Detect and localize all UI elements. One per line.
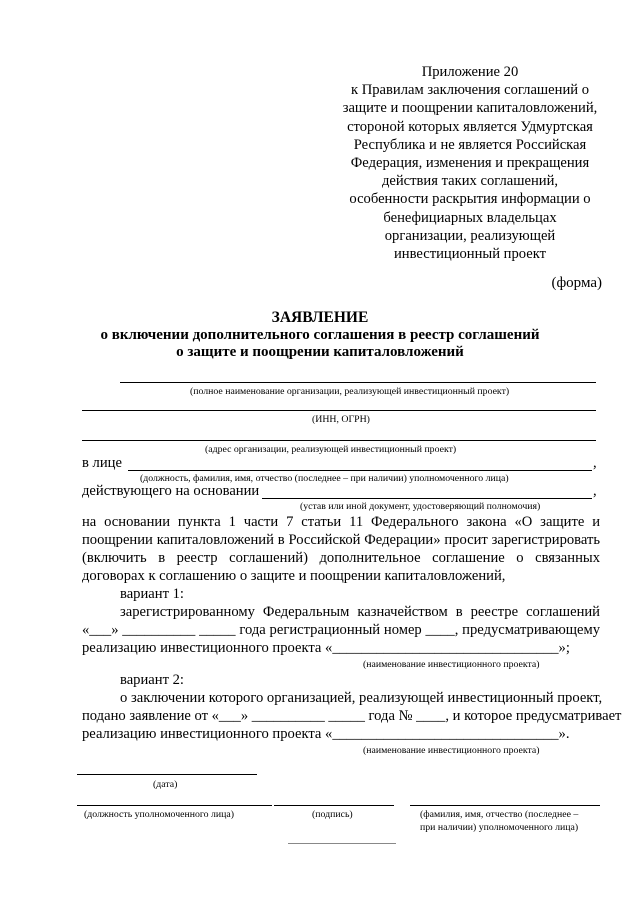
annex-line: стороной которых является Удмуртская	[347, 118, 593, 135]
annex-line: Федерация, изменения и прекращения	[350, 155, 590, 172]
body-line: (включить в реестр соглашений) дополнительное соглашение о связанных	[82, 550, 600, 566]
annex-line: к Правилам заключения соглашений о	[350, 82, 590, 99]
date-caption: (дата)	[153, 779, 178, 790]
annex-line: защите и поощрении капиталовложений,	[342, 100, 598, 117]
variant-2-caption: (наименование инвестиционного проекта)	[363, 745, 540, 756]
variant-1-line: реализацию инвестиционного проекта «_______________________________»;	[82, 640, 570, 656]
acting-label: действующего на основании	[82, 483, 260, 499]
sign-caption: (подпись)	[312, 809, 353, 820]
annex-line: особенности раскрытия информации о	[349, 191, 591, 208]
annex-header	[320, 63, 620, 263]
org-name-caption: (полное наименование организации, реализующей инвестиционный проект)	[190, 386, 510, 397]
title-heading: ЗАЯВЛЕНИЕ	[271, 309, 369, 326]
in-person-label: в лице	[82, 455, 122, 471]
variant-1-caption: (наименование инвестиционного проекта)	[363, 659, 540, 670]
variant-2-line: о заключении которого организацией, реализующей инвестиционный проект,	[120, 690, 603, 706]
body-line: на основании пункта 1 части 7 статьи 11 Федерального закона «О защите и	[82, 514, 600, 530]
signature-field[interactable]	[274, 805, 394, 806]
annex-line: организации, реализующей	[384, 227, 556, 244]
title-line: о включении дополнительного соглашения в реестр соглашений	[100, 326, 540, 343]
form-label: (форма)	[551, 275, 602, 291]
variant-2-label: вариант 2:	[120, 672, 184, 688]
org-name-field[interactable]	[120, 382, 596, 383]
acting-basis-field[interactable]	[262, 498, 592, 499]
variant-1-line: зарегистрированному Федеральным казначейством в реестре соглашений	[120, 604, 600, 620]
acting-caption: (устав или иной документ, удостоверяющий полномочия)	[300, 501, 541, 512]
full-name-caption: при наличии) уполномоченного лица)	[420, 822, 579, 833]
variant-2-line: реализацию инвестиционного проекта «_______________________________».	[82, 726, 570, 742]
annex-line: Республика и не является Российская	[353, 136, 587, 153]
document-title	[0, 309, 640, 362]
body-line: поощрении капиталовложений в Российской Федерации» просит зарегистрировать	[82, 532, 600, 548]
in-person-caption: (должность, фамилия, имя, отчество (последнее – при наличии) уполномоченного лица)	[140, 473, 509, 484]
address-caption: (адрес организации, реализующей инвестиционный проект)	[205, 444, 457, 455]
end-divider	[288, 843, 396, 844]
body-line: договорах к соглашению о защите и поощрении капиталовложений,	[82, 568, 506, 584]
position-caption: (должность уполномоченного лица)	[84, 809, 234, 820]
date-field[interactable]	[77, 774, 257, 775]
inn-caption: (ИНН, ОГРН)	[312, 414, 370, 425]
position-field[interactable]	[77, 805, 272, 806]
variant-1-line: «___» __________ _____ года регистрационный номер ____, предусматривающему	[82, 622, 600, 638]
full-name-caption: (фамилия, имя, отчество (последнее –	[420, 809, 579, 820]
inn-field[interactable]	[82, 410, 596, 411]
address-field[interactable]	[82, 440, 596, 441]
in-person-field[interactable]	[128, 470, 592, 471]
title-line: о защите и поощрении капиталовложений	[176, 344, 464, 360]
annex-line: инвестиционный проект	[393, 246, 547, 263]
annex-line: действия таких соглашений,	[381, 173, 559, 190]
variant-1-label: вариант 1:	[120, 586, 184, 602]
annex-line: бенефициарных владельцах	[383, 209, 557, 226]
variant-2-line: подано заявление от «___» __________ _____ года № ____, и которое предусматривает	[82, 708, 622, 724]
full-name-field[interactable]	[410, 805, 600, 806]
annex-line: Приложение 20	[421, 64, 519, 80]
